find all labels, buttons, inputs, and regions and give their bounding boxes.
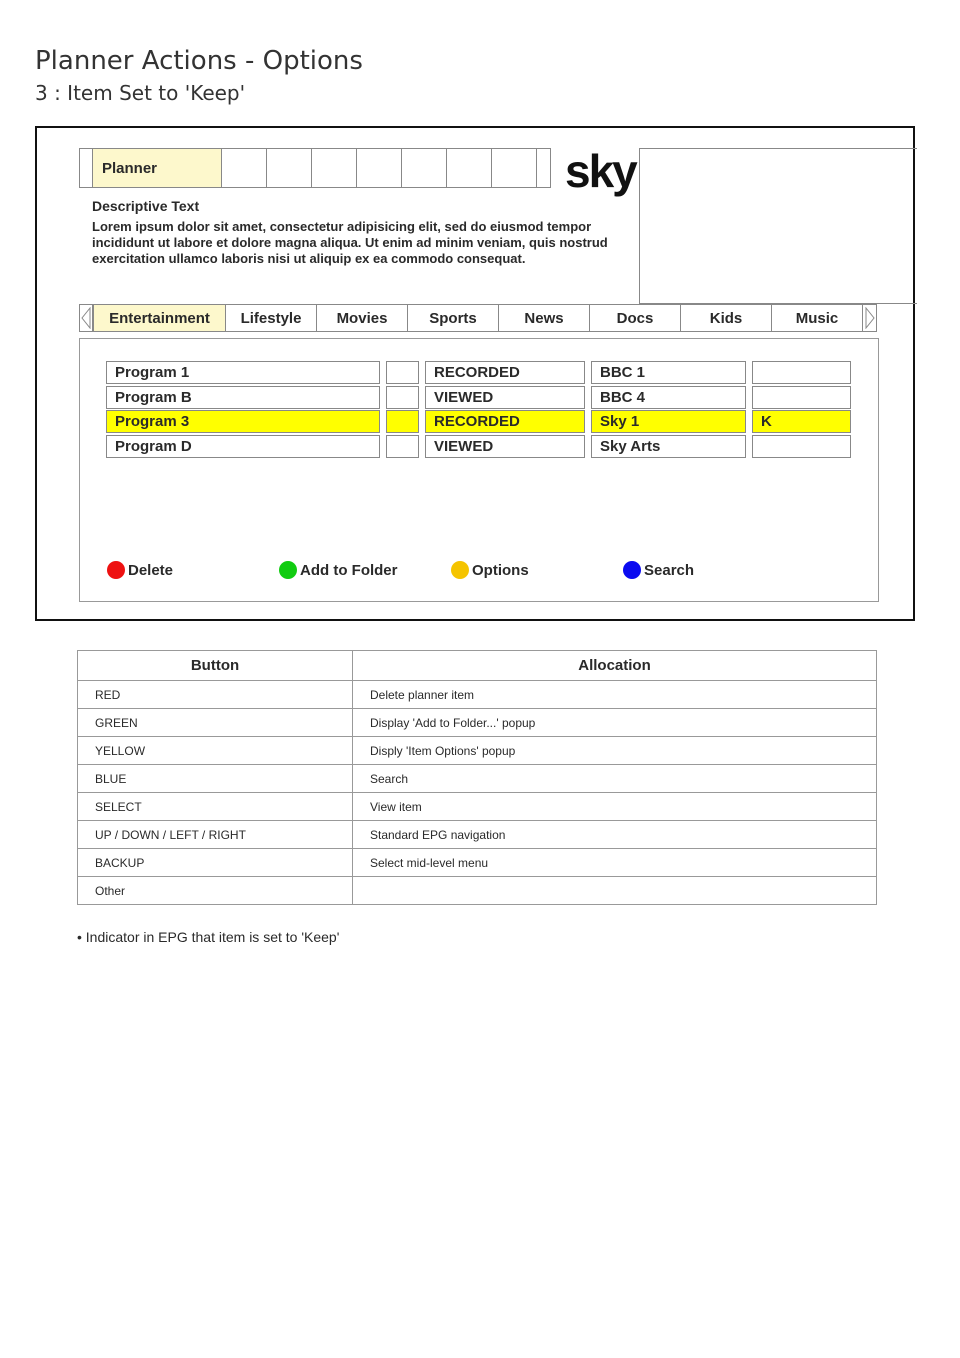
tab-news[interactable]: News [499,304,590,332]
top-nav-item[interactable] [222,148,267,188]
program-channel: Sky Arts [591,435,746,458]
yellow-button-icon [451,561,469,579]
allocation-cell: Standard EPG navigation [353,821,877,849]
table-row [78,765,877,793]
keep-indicator: K [752,410,851,433]
program-channel: BBC 4 [591,386,746,409]
top-nav-item[interactable] [402,148,447,188]
blue-button-icon [623,561,641,579]
screen-mockup [35,126,915,621]
table-row [78,681,877,709]
table-row [78,737,877,765]
program-status: VIEWED [425,435,585,458]
tab-sports[interactable]: Sports [408,304,499,332]
tab-entertainment[interactable]: Entertainment [93,304,226,332]
search-action[interactable] [623,561,694,579]
category-tabs [79,304,877,332]
description-body: Lorem ipsum dolor sit amet, consectetur adipisicing elit, sed do eiusmod tempor incididunt ut labore et dolore magna aliqua. Ut enim ad minim veniam, quis nostrud exercitation ullamco laboris nisi ut aliquip ex ea commodo consequat. [92,219,608,266]
delete-action[interactable] [107,561,173,579]
allocation-cell: View item [353,793,877,821]
add-to-folder-action[interactable] [279,561,398,579]
tab-movies[interactable]: Movies [317,304,408,332]
program-name: Program B [106,386,380,409]
button-cell: RED [78,681,353,709]
button-cell: BACKUP [78,849,353,877]
indicator-cell [386,435,419,458]
indicator-cell [386,386,419,409]
tab-scroll-left-icon[interactable] [79,304,93,332]
allocation-cell: Select mid-level menu [353,849,877,877]
green-button-icon [279,561,297,579]
allocation-cell: Display 'Add to Folder...' popup [353,709,877,737]
add-to-folder-action-label: Add to Folder [300,561,398,579]
button-allocation-table [77,650,877,905]
button-cell: BLUE [78,765,353,793]
tab-docs[interactable]: Docs [590,304,681,332]
program-status: VIEWED [425,386,585,409]
tab-kids[interactable]: Kids [681,304,772,332]
program-channel: BBC 1 [591,361,746,384]
page-subtitle: 3 : Item Set to 'Keep' [35,81,246,105]
video-preview-window [639,148,917,304]
table-row [78,793,877,821]
table-row [78,849,877,877]
column-header-button: Button [78,651,353,681]
allocation-cell: Disply 'Item Options' popup [353,737,877,765]
description-title: Descriptive Text [92,198,200,214]
delete-action-label: Delete [128,561,174,579]
table-header-row [78,651,877,681]
program-status: RECORDED [425,410,585,433]
top-nav-item[interactable] [492,148,537,188]
top-nav-item[interactable] [267,148,312,188]
indicator-cell [386,361,419,384]
keep-indicator [752,386,851,409]
top-nav-item[interactable] [312,148,357,188]
program-status: RECORDED [425,361,585,384]
keep-indicator [752,435,851,458]
program-name: Program D [106,435,380,458]
top-nav-item[interactable] [357,148,402,188]
top-nav-left-spacer [79,148,93,188]
button-cell: Other [78,877,353,905]
table-row [78,709,877,737]
page-title: Planner Actions - Options [35,46,363,76]
program-channel: Sky 1 [591,410,746,433]
allocation-cell [353,877,877,905]
options-action-label: Options [472,561,529,579]
top-nav-item[interactable] [447,148,492,188]
column-header-allocation: Allocation [353,651,877,681]
button-cell: UP / DOWN / LEFT / RIGHT [78,821,353,849]
footnote: • Indicator in EPG that item is set to 'Keep' [77,929,340,945]
table-row [78,877,877,905]
tab-music[interactable]: Music [772,304,863,332]
planner-list-panel [79,338,879,602]
red-button-icon [107,561,125,579]
allocation-cell: Delete planner item [353,681,877,709]
program-name: Program 1 [106,361,380,384]
options-action[interactable] [451,561,529,579]
tab-lifestyle[interactable]: Lifestyle [226,304,317,332]
top-nav-bar [79,148,551,188]
program-name: Program 3 [106,410,380,433]
keep-indicator [752,361,851,384]
table-row [78,821,877,849]
indicator-cell [386,410,419,433]
color-button-legend [106,561,866,583]
top-nav-item-planner[interactable]: Planner [93,148,222,188]
button-cell: GREEN [78,709,353,737]
allocation-cell: Search [353,765,877,793]
top-nav-right-spacer [537,148,551,188]
search-action-label: Search [644,561,695,579]
button-cell: YELLOW [78,737,353,765]
tab-scroll-right-icon[interactable] [863,304,877,332]
sky-logo: sky [565,145,636,197]
button-cell: SELECT [78,793,353,821]
